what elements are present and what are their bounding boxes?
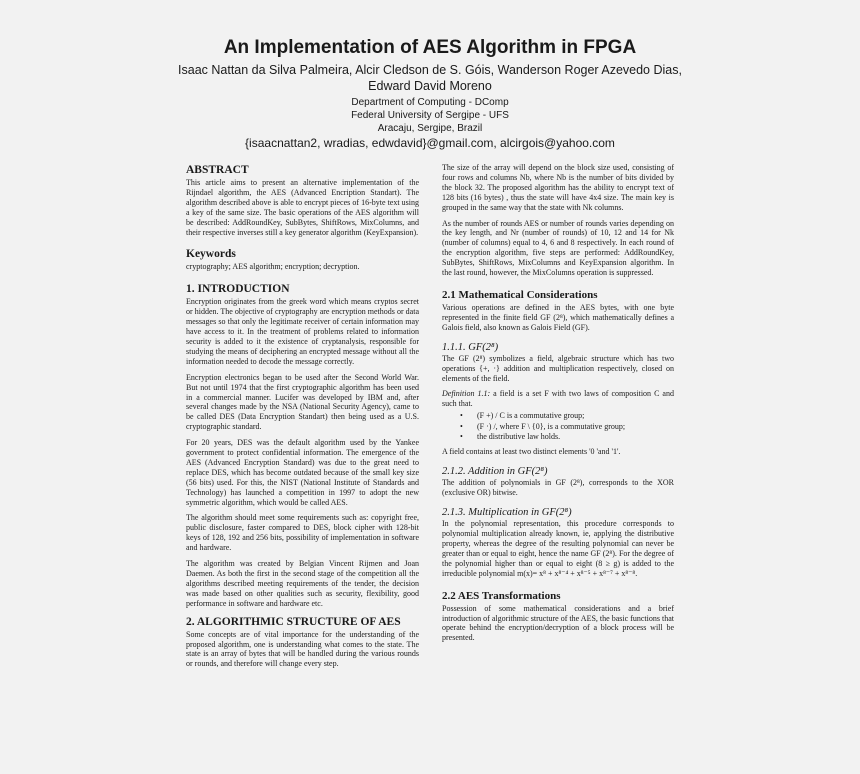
definition-1-1 xyxy=(442,389,674,409)
university: Federal University of Sergipe - UFS xyxy=(351,110,509,121)
author-emails: {isaacnattan2, wradias, edwdavid}@gmail.com, alcirgois@yahoo.com xyxy=(245,136,615,150)
introduction-heading: 1. INTRODUCTION xyxy=(186,283,290,296)
left-column xyxy=(186,163,419,675)
state-size-paragraph: The size of the array will depend on the block size used, consisting of four rows and columns Nb, where Nb is the number of bits divided by the block 32. The proposed algorithm has the ability to encrypt text of 128 bits (16 bytes) , thus the state will have 4x4 size. The main key is grouped in the same way that the state with Nk columns. xyxy=(442,163,674,212)
list-item: • the distributive law holds. xyxy=(442,432,674,442)
algorithmic-structure-paragraph: Some concepts are of vital importance for the understanding of the proposed algorithm, one is understanding what comes to the state. The state is an array of bytes that will be handled during the various rounds or rounds, and therefore will change every step. xyxy=(186,629,419,669)
gf-heading: 1.1.1. GF(2⁸) xyxy=(442,341,499,353)
authors-line-1: Isaac Nattan da Silva Palmeira, Alcir Cledson de S. Góis, Wanderson Roger Azevedo Dias, xyxy=(178,63,682,77)
keywords-text: cryptography; AES algorithm; encryption; decryption. xyxy=(186,262,360,272)
aes-transformations-paragraph: Possession of some mathematical considerations and a brief introduction of algorithmic structure of the AES, the basic functions that operate behind the encryption/decryption of a block process will be presented. xyxy=(442,603,674,643)
location: Aracaju, Sergipe, Brazil xyxy=(377,123,483,134)
intro-paragraph-4: The algorithm should meet some requirements such as: copyright free, public disclosure, faster compared to DES, block cipher with 128-bit keys of 128, 192 and 256 bits, possibility of implementation in software and hardware. xyxy=(186,513,419,553)
multiplication-paragraph: In the polynomial representation, this procedure corresponds to polynomial multiplication already known, ie, applying the distributive property, whereas the degree of the resulting polynomial can never be greater than or equal to eight, hence the name GF (2⁸). For the degree of the polynomial higher than or equal to eight (8 ≥ g) is added to the irreducible polynomial m(x)= x⁸ + x⁸⁻⁴ + x⁸⁻⁵ + x⁸⁻⁷ + x⁸⁻⁸. xyxy=(442,519,674,578)
authors-line-2: Edward David Moreno xyxy=(368,79,492,93)
intro-paragraph-5: The algorithm was created by Belgian Vincent Rijmen and Joan Daemen. As both the first in the second stage of the competition all the algorithms described meeting requirements of the tender, the decision was made based on other qualities such as security, flexibility, good performance in software and hardware etc. xyxy=(186,559,419,608)
gf-paragraph: The GF (2⁸) symbolizes a field, algebraic structure which has two operations {+, ·} addition and multiplication respectively, closed on elements of the field. xyxy=(442,353,674,383)
right-column xyxy=(442,163,674,649)
list-item: • (F ·) /, where F \ {0}, is a commutative group; xyxy=(442,422,674,432)
list-item: • (F +) / C is a commutative group; xyxy=(442,411,674,421)
abstract-heading: ABSTRACT xyxy=(186,164,249,176)
definition-label: Definition 1.1: xyxy=(442,389,491,399)
field-note: A field contains at least two distinct elements '0 'and '1'. xyxy=(442,447,621,457)
intro-paragraph-1: Encryption originates from the greek word which means cryptos secret or hidden. The objective of cryptography are encryption methods or data messages so that only the legitimate receiver of certain information may have access to it. In the treatment of problems related to information security is added to it the existence of cryptanalysis, responsible for studying the means of deciphering an encrypted message without all the information needed to decode the message correctly. xyxy=(186,297,419,366)
intro-paragraph-3: For 20 years, DES was the default algorithm used by the Yankee government to protect confidential information. The emergence of the AES (Advanced Encryption Standard) was due to the great need to replace DES, which has become outdated because of the small key size (56 bits) used. For this, the NIST (National Institute of Standards and Technology) has launched a competition in 1997 to adopt the new symmetric algorithm, which would be called AES. xyxy=(186,438,419,507)
paper-title: An Implementation of AES Algorithm in FPGA xyxy=(223,37,637,58)
addition-paragraph: The addition of polynomials in GF (2⁸), corresponds to the XOR (exclusive OR) bitwise. xyxy=(442,478,674,498)
mathematical-considerations-heading: 2.1 Mathematical Considerations xyxy=(442,288,598,301)
keywords-heading: Keywords xyxy=(186,248,236,261)
aes-transformations-heading: 2.2 AES Transformations xyxy=(442,589,561,602)
department: Department of Computing - DComp xyxy=(351,97,509,108)
definition-text: a field is a set F with two laws of composition C and such that. xyxy=(442,389,674,409)
rounds-paragraph: As the number of rounds AES or number of rounds varies depending on the key length, and Nr (number of rounds) of 10, 12 and 14 for Nk (number of columns) equal to 4, 6 and 8 respectively. In each round of the encryption algorithm, five steps are performed: AddRoundKey, SubBytes, ShiftRows, MixColumns and KeyExpansion algorithm. In the last round, however, the MixColumns operation is suppressed. xyxy=(442,218,674,278)
addition-heading: 2.1.2. Addition in GF(2⁸) xyxy=(442,466,548,478)
abstract-text: This article aims to present an alternative implementation of the Rijndael algorithm, the AES (Advanced Encription Standart). The algorithm described above is able to encrypt pieces of 16-byte text using a key of the same size. The basic operations of the AES algorithm will be described: AddRoundKey, SubBytes, ShiftRows, MixColumns, and their respective inverses still a key generator algorithm (KeyExpansion). xyxy=(186,178,419,237)
intro-paragraph-2: Encryption electronics began to be used after the Second World War. But not until 1974 that the first cryptographic algorithm has been used in a commercial manner. Lucifer was developed by IBM and, after several changes made by the NSA (National Security Agency), came to be called DES (Data Encryption Standart) then being used as a U.S. cryptographic standard. xyxy=(186,372,419,432)
mathematical-considerations-paragraph: Various operations are defined in the AES bytes, with one byte represented in the finite field GF (2⁸), which mathematically defines a Galois field, also known as Galois Field (GF). xyxy=(442,302,674,332)
algorithmic-structure-heading: 2. ALGORITHMIC STRUCTURE OF AES xyxy=(186,615,401,628)
paper-header xyxy=(0,36,860,151)
multiplication-heading: 2.1.3. Multiplication in GF(2⁸) xyxy=(442,507,572,519)
field-properties-list xyxy=(442,411,674,442)
